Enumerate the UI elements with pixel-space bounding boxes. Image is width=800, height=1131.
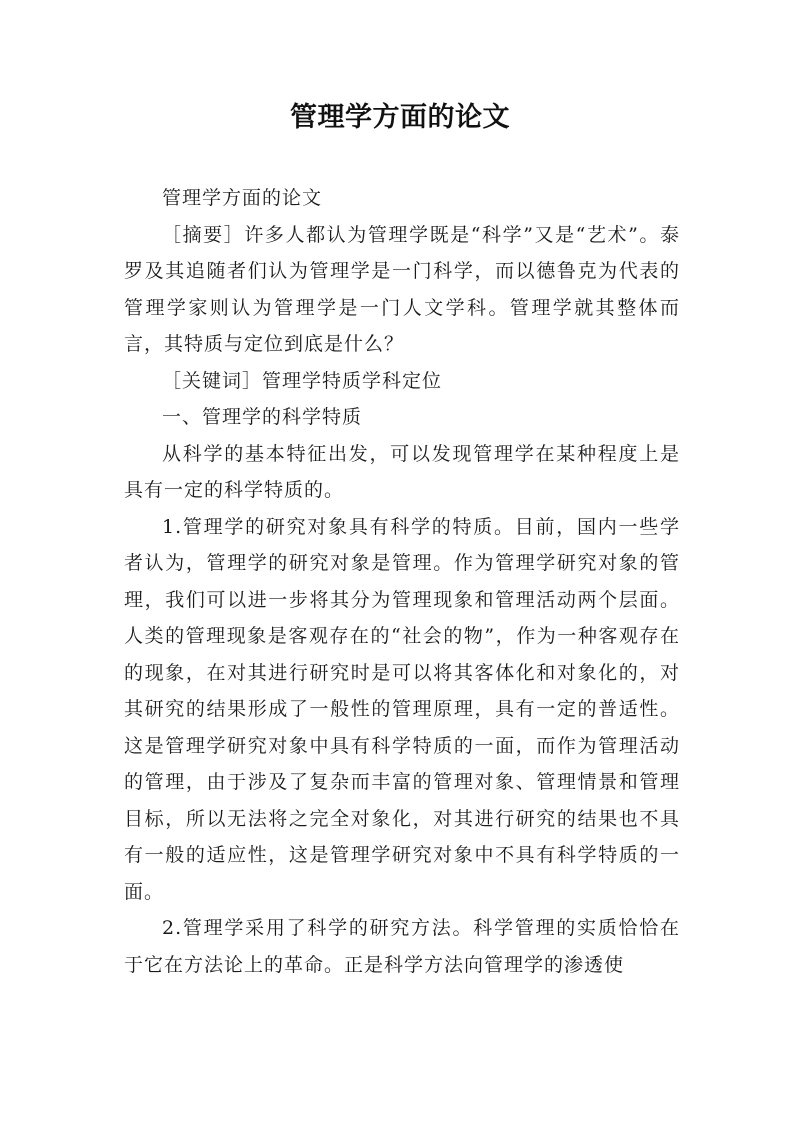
document-body <box>124 180 680 983</box>
section-heading: 一、管理学的科学特质 <box>162 406 363 428</box>
paragraph: 从科学的基本特征出发，可以发现管理学在某种程度上是具有一定的科学特质的。 <box>124 442 680 501</box>
document-title: 管理学方面的论文 <box>290 102 510 133</box>
paragraph: 2.管理学采用了科学的研究方法。科学管理的实质恰恰在于它在方法论上的革命。正是科学方法向管理学的渗透使 <box>124 917 680 976</box>
paragraph-keywords: ［关键词］管理学特质学科定位 <box>162 369 443 392</box>
paragraph-abstract: ［摘要］许多人都认为管理学既是“科学”又是“艺术”。泰罗及其追随者们认为管理学是一门科学，而以德鲁克为代表的管理学家则认为管理学是一门人文学科。管理学就其整体而言，其特质与定位到底是什么？ <box>124 223 680 355</box>
paragraph: 1.管理学的研究对象具有科学的特质。目前，国内一些学者认为，管理学的研究对象是管理。作为管理学研究对象的管理，我们可以进一步将其分为管理现象和管理活动两个层面。人类的管理现象是客观存在的“社会的物”，作为一种客观存在的现象，在对其进行研究时是可以将其客体化和对象化的，对其研究的结果形成了一般性的管理原理，具有一定的普适性。这是管理学研究对象中具有科学特质的一面，而作为管理活动的管理，由于涉及了复杂而丰富的管理对象、管理情景和管理目标，所以无法将之完全对象化，对其进行研究的结果也不具有一般的适应性，这是管理学研究对象中不具有科学特质的一面。 <box>124 515 680 903</box>
paragraph-subtitle: 管理学方面的论文 <box>162 187 323 209</box>
